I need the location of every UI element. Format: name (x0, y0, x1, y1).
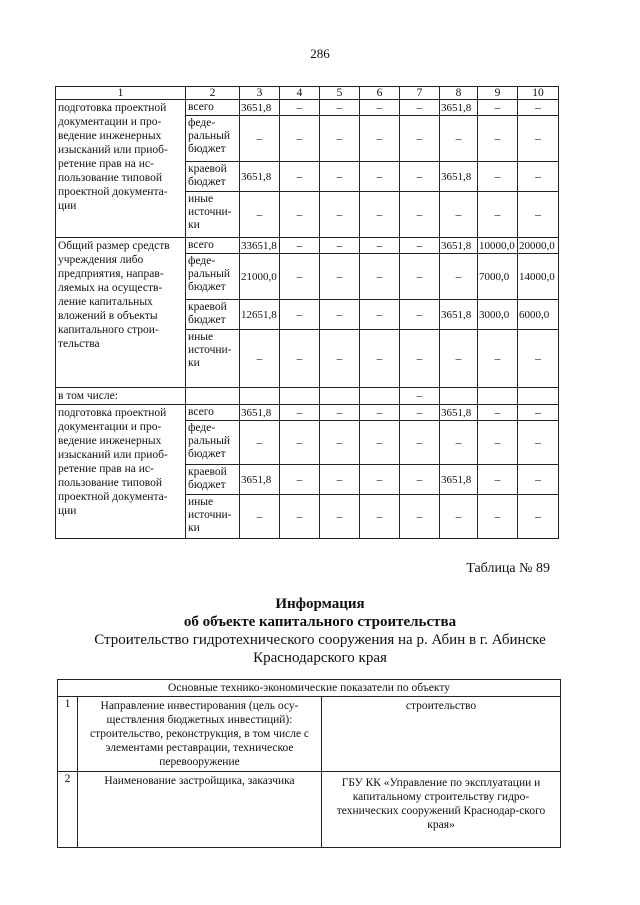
cell-value: 3651,8 (440, 465, 478, 495)
cell-value: – (400, 100, 440, 116)
cell-value: – (518, 405, 559, 421)
cell-value: – (478, 116, 518, 162)
cell-value: 3651,8 (240, 162, 280, 192)
cell-value: – (320, 254, 360, 300)
cell-value: 20000,0 (518, 238, 559, 254)
cell-value: – (320, 116, 360, 162)
cell-value: – (320, 300, 360, 330)
cell-value: – (400, 465, 440, 495)
cell-value: – (360, 330, 400, 388)
cell-value: – (518, 465, 559, 495)
cell-value: 3651,8 (440, 238, 478, 254)
cell-value: – (440, 192, 478, 238)
cell-value: – (320, 162, 360, 192)
cell-value: – (320, 421, 360, 465)
funding-source: иные источни-ки (186, 192, 240, 238)
cell-value (518, 388, 559, 405)
cell-value: – (400, 495, 440, 539)
cell-value: – (360, 300, 400, 330)
cell-value: – (280, 100, 320, 116)
funding-source: иные источни-ки (186, 495, 240, 539)
cell-value: – (400, 192, 440, 238)
funding-source: краевой бюджет (186, 465, 240, 495)
table-row (58, 772, 561, 848)
object-name-line2: Краснодарского края (253, 650, 387, 666)
cell-value: – (400, 300, 440, 330)
funding-source: всего (186, 405, 240, 421)
cell-value: 33651,8 (240, 238, 280, 254)
funding-source: феде-ральный бюджет (186, 421, 240, 465)
cell-value: – (360, 421, 400, 465)
indicator-name: Наименование застройщика, заказчика (78, 772, 322, 848)
cell-value: 10000,0 (478, 238, 518, 254)
table-row (58, 697, 561, 772)
indicator-value: ГБУ КК «Управление по эксплуатации и капитальному строительству гидро-технических сооружений Краснодар-ского края» (322, 772, 561, 848)
cell-value: – (360, 192, 400, 238)
cell-value: – (360, 254, 400, 300)
cell-value: 6000,0 (518, 300, 559, 330)
col-header: 3 (240, 87, 280, 100)
cell-value: – (280, 421, 320, 465)
cell-value: – (440, 495, 478, 539)
cell-value: – (360, 100, 400, 116)
col-header: 4 (280, 87, 320, 100)
col-header: 10 (518, 87, 559, 100)
col-header: 8 (440, 87, 478, 100)
cell-value (320, 388, 360, 405)
funding-source: всего (186, 100, 240, 116)
cell-value: 3651,8 (240, 405, 280, 421)
cell-value: – (518, 192, 559, 238)
col-header: 9 (478, 87, 518, 100)
cell-value: 12651,8 (240, 300, 280, 330)
table-caption: Основные технико-экономические показатели по объекту (58, 680, 561, 697)
cell-value: – (440, 330, 478, 388)
cell-value: – (280, 495, 320, 539)
table-caption-row (58, 680, 561, 697)
cell-value: – (360, 116, 400, 162)
cell-value: 3000,0 (478, 300, 518, 330)
cell-value: 3651,8 (240, 100, 280, 116)
cell-value: – (440, 116, 478, 162)
col-header: 6 (360, 87, 400, 100)
expense-category: подготовка проектной документации и про-ведение инженерных изысканий или приоб-ретение прав на ис-пользование типовой проектной документа-ции (56, 100, 186, 238)
cell-value: – (478, 330, 518, 388)
cell-value: – (360, 465, 400, 495)
cell-value: – (320, 330, 360, 388)
cell-value: – (478, 465, 518, 495)
indicator-value: строительство (322, 697, 561, 772)
cell-value: 7000,0 (478, 254, 518, 300)
column-number-row (56, 87, 559, 100)
cell-value: – (518, 162, 559, 192)
cell-value (440, 388, 478, 405)
cell-value: – (240, 330, 280, 388)
cell-value: – (478, 100, 518, 116)
cell-value: – (240, 116, 280, 162)
funding-source: краевой бюджет (186, 300, 240, 330)
cell-value: – (400, 116, 440, 162)
object-name-line1: Строительство гидротехнического сооружения на р. Абин в г. Абинске (94, 632, 546, 648)
cell-value: – (280, 254, 320, 300)
page-number: 286 (310, 46, 330, 61)
cell-value: – (400, 405, 440, 421)
cell-value: – (360, 238, 400, 254)
col-header: 7 (400, 87, 440, 100)
cell-value: – (320, 238, 360, 254)
cell-value: – (320, 192, 360, 238)
cell-value: – (478, 421, 518, 465)
cell-value: – (400, 421, 440, 465)
doc-subtitle: об объекте капитального строительства (183, 614, 457, 630)
cell-value: – (280, 330, 320, 388)
cell-value: 3651,8 (440, 162, 478, 192)
funding-source: феде-ральный бюджет (186, 254, 240, 300)
cell-value: – (440, 421, 478, 465)
cell-value: – (360, 162, 400, 192)
cell-value: – (400, 330, 440, 388)
subheading-label: в том числе: (56, 388, 186, 405)
cell-value: – (320, 495, 360, 539)
cell-value: – (518, 330, 559, 388)
cell-value: – (400, 254, 440, 300)
cell-value: – (280, 300, 320, 330)
cell-value: 3651,8 (440, 300, 478, 330)
cell-value: – (440, 254, 478, 300)
cell-value: – (518, 495, 559, 539)
cell-value: – (478, 162, 518, 192)
cell-value (186, 388, 240, 405)
cell-value: – (280, 465, 320, 495)
cell-value: – (478, 495, 518, 539)
cell-value (240, 388, 280, 405)
indicators-table (57, 679, 561, 848)
funding-source: всего (186, 238, 240, 254)
cell-value (360, 388, 400, 405)
cell-value: – (478, 192, 518, 238)
cell-value: 14000,0 (518, 254, 559, 300)
cell-value: – (478, 405, 518, 421)
cell-value: – (280, 405, 320, 421)
cell-value: 3651,8 (240, 465, 280, 495)
table-number-label: Таблица № 89 (466, 561, 550, 576)
cell-value: – (518, 421, 559, 465)
cell-value: 3651,8 (440, 405, 478, 421)
cell-value: 3651,8 (440, 100, 478, 116)
cell-value: – (280, 162, 320, 192)
cell-value: 21000,0 (240, 254, 280, 300)
funding-source: иные источни-ки (186, 330, 240, 388)
cell-value: – (400, 162, 440, 192)
cell-value: – (240, 192, 280, 238)
table-row (56, 100, 559, 116)
col-header: 2 (186, 87, 240, 100)
row-number: 2 (58, 772, 78, 848)
cell-value: – (240, 495, 280, 539)
cell-value: – (280, 192, 320, 238)
cell-value: – (400, 238, 440, 254)
expense-category: подготовка проектной документации и про-ведение инженерных изысканий или приоб-ретение прав на ис-пользование типовой проектной документа-ции (56, 405, 186, 539)
cell-value: – (400, 388, 440, 405)
cell-value: – (518, 100, 559, 116)
cell-value (280, 388, 320, 405)
cell-value: – (280, 116, 320, 162)
cell-value: – (320, 405, 360, 421)
table-row (56, 388, 559, 405)
cell-value: – (240, 421, 280, 465)
cell-value: – (360, 495, 400, 539)
indicator-name: Направление инвестирования (цель осу-ществления бюджетных инвестиций): строительство, реконструкция, в том числе с элементами реставрации, техническое перевооружение (78, 697, 322, 772)
col-header: 1 (56, 87, 186, 100)
funding-source: феде-ральный бюджет (186, 116, 240, 162)
doc-title: Информация (275, 596, 365, 612)
cell-value: – (320, 465, 360, 495)
cell-value: – (360, 405, 400, 421)
funding-source: краевой бюджет (186, 162, 240, 192)
cell-value: – (320, 100, 360, 116)
cell-value: – (280, 238, 320, 254)
cell-value (478, 388, 518, 405)
table-row (56, 238, 559, 254)
col-header: 5 (320, 87, 360, 100)
cell-value: – (518, 116, 559, 162)
financing-table (55, 86, 559, 539)
row-number: 1 (58, 697, 78, 772)
table-row (56, 405, 559, 421)
expense-category: Общий размер средств учреждения либо предприятия, направ-ляемых на осуществ-ление капитальных вложений в объекты капитального строи-тельства (56, 238, 186, 388)
